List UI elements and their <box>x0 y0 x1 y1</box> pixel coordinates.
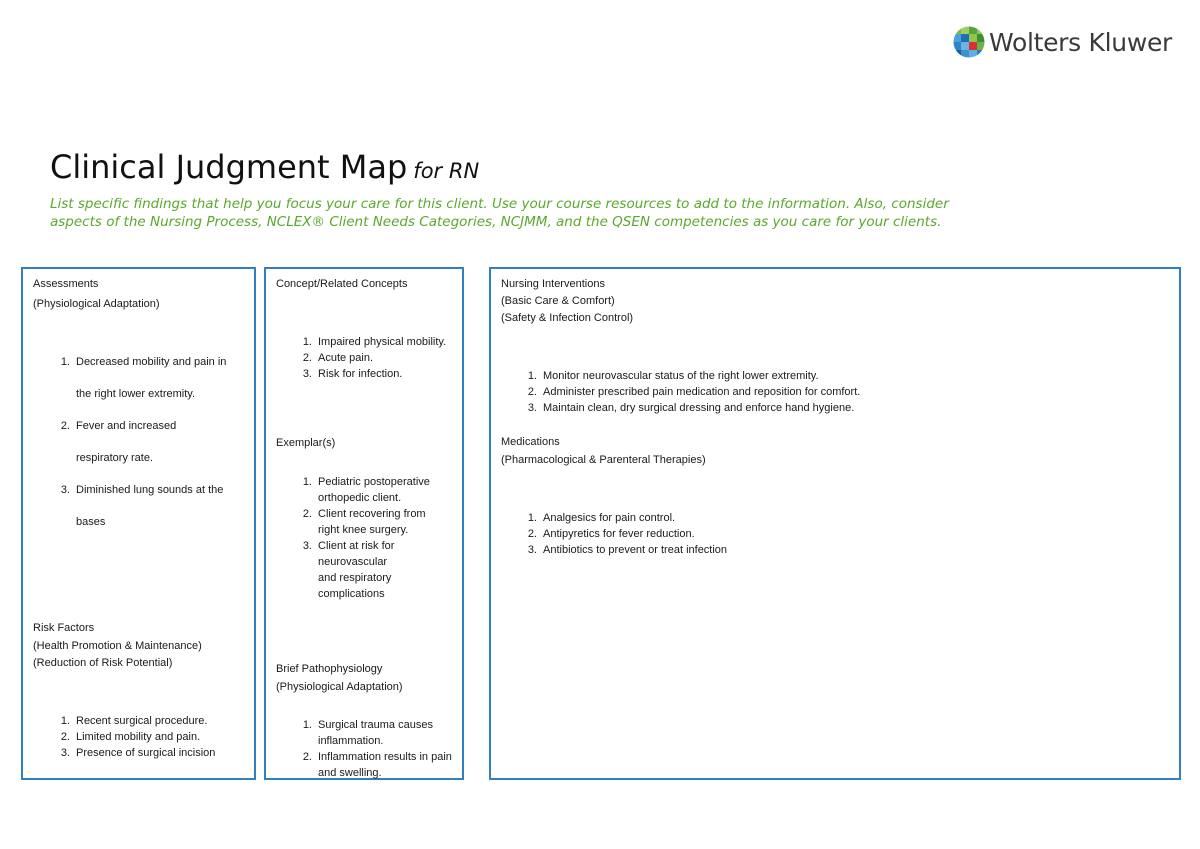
medications-heading: Medications <box>501 436 560 448</box>
risk-factors-category-2: (Reduction of Risk Potential) <box>33 657 173 669</box>
brand-name: Wolters Kluwer <box>989 27 1173 57</box>
list-item: 3. Maintain clean, dry surgical dressing and enforce hand hygiene. <box>527 402 855 414</box>
list-item: 2. Antipyretics for fever reduction. <box>527 528 695 540</box>
list-item: 3. Diminished lung sounds at the bases <box>60 484 224 528</box>
medications-list <box>515 510 727 558</box>
interventions-box[interactable] <box>489 267 1181 780</box>
list-item: 1. Analgesics for pain control. <box>527 512 676 524</box>
list-item: 2. Client recovering from right knee surgery. <box>302 508 426 536</box>
assessments-heading: Assessments <box>33 278 99 290</box>
assessments-box[interactable] <box>21 267 256 780</box>
list-item: 3. Risk for infection. <box>302 368 403 380</box>
exemplars-heading: Exemplar(s) <box>276 437 336 449</box>
list-item: 1. Recent surgical procedure. <box>60 715 208 727</box>
list-item: 2. Fever and increased respiratory rate. <box>60 420 177 464</box>
list-item: 1. Monitor neurovascular status of the right lower extremity. <box>527 370 819 382</box>
interventions-list <box>515 368 860 416</box>
brand-logo <box>953 26 1172 58</box>
concepts-list <box>290 334 450 382</box>
list-item: 2. Acute pain. <box>302 352 374 364</box>
medications-category: (Pharmacological & Parenteral Therapies) <box>501 454 706 466</box>
concepts-heading: Concept/Related Concepts <box>276 278 408 290</box>
concepts-box[interactable] <box>264 267 464 780</box>
interventions-category-2: (Safety & Infection Control) <box>501 312 634 324</box>
title-main: Clinical Judgment Map <box>50 148 408 186</box>
list-item: 3. Presence of surgical incision <box>60 747 216 759</box>
list-item: 2. Administer prescribed pain medication and reposition for comfort. <box>527 386 861 398</box>
title-suffix: for RN <box>413 159 480 183</box>
assessments-list <box>48 354 226 546</box>
interventions-category-1: (Basic Care & Comfort) <box>501 295 615 307</box>
wolters-kluwer-logo-icon <box>953 26 985 58</box>
page-title <box>50 148 479 186</box>
list-item: 1. Surgical trauma causes inflammation. <box>302 719 433 747</box>
list-item: 3. Antibiotics to prevent or treat infection <box>527 544 728 556</box>
list-item: 1. Pediatric postoperative orthopedic client. <box>302 476 430 504</box>
pathophysiology-heading: Brief Pathophysiology <box>276 663 383 675</box>
intro-instructions: List specific findings that help you focus your care for this client. Use your course resources to add to the information. Also, consider aspects of the Nursing Process, NCLEX® Client Needs Categories, NCJMM, and the QSEN competencies as you care for your clients. <box>50 196 949 230</box>
assessments-category: (Physiological Adaptation) <box>33 298 160 310</box>
pathophysiology-category: (Physiological Adaptation) <box>276 681 403 693</box>
list-item: 1. Impaired physical mobility. <box>302 336 447 348</box>
list-item: 1. Decreased mobility and pain in the right lower extremity. <box>60 356 227 400</box>
list-item: 2. Inflammation results in pain and swelling. <box>302 751 452 779</box>
risk-factors-heading: Risk Factors <box>33 622 95 634</box>
list-item: 3. Client at risk for neurovascular and respiratory complications <box>302 540 395 600</box>
interventions-heading: Nursing Interventions <box>501 278 605 290</box>
pathophysiology-list <box>290 717 452 781</box>
risk-factors-category-1: (Health Promotion & Maintenance) <box>33 640 202 652</box>
list-item: 2. Limited mobility and pain. <box>60 731 201 743</box>
risk-factors-list <box>48 713 215 761</box>
exemplars-list <box>290 474 450 602</box>
